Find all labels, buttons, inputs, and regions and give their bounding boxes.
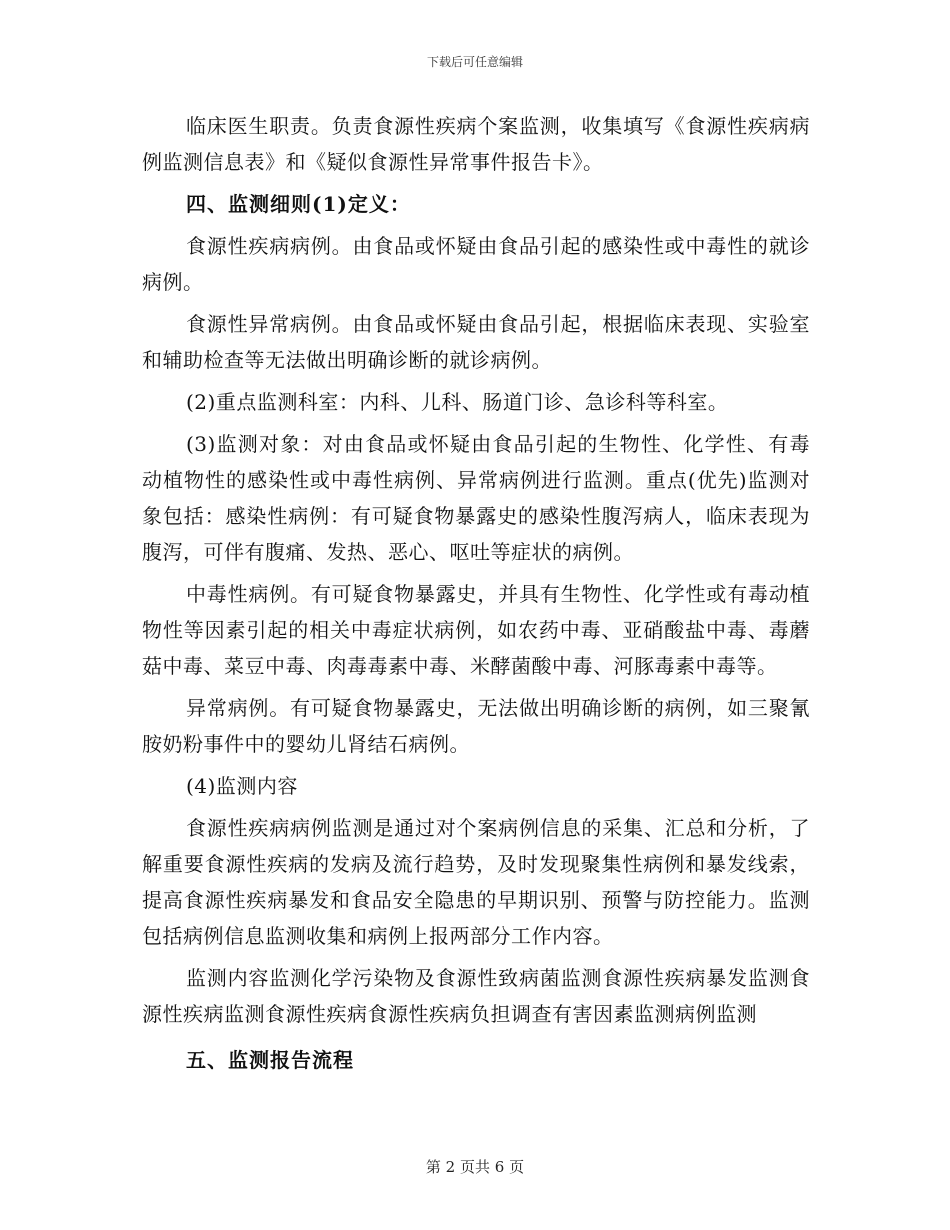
paragraph-clinician-duty: 临床医生职责。负责食源性疾病个案监测，收集填写《食源性疾病病例监测信息表》和《疑似食源性异常事件报告卡》。 <box>142 114 810 174</box>
page-header-note: 下载后可任意编辑 <box>426 55 523 69</box>
paragraph-monitoring-targets: (3)监测对象：对由食品或怀疑由食品引起的生物性、化学性、有毒动植物性的感染性或中毒性病例、异常病例进行监测。重点(优先)监测对象包括：感染性病例：有可疑食物暴露史的感染性腹泻病人，临床表现为腹泻，可伴有腹痛、发热、恶心、呕吐等症状的病例。 <box>142 432 810 564</box>
paragraph-abnormal-definition: 食源性异常病例。由食品或怀疑由食品引起，根据临床表现、实验室和辅助检查等无法做出明确诊断的就诊病例。 <box>142 312 810 372</box>
document-body <box>142 108 810 1078</box>
paragraph-abnormal-cases: 异常病例。有可疑食物暴露史，无法做出明确诊断的病例，如三聚氰胺奶粉事件中的婴幼儿肾结石病例。 <box>142 696 810 756</box>
page-number: 第 2 页共 6 页 <box>425 1158 525 1176</box>
paragraph-monitoring-diagram-text: 监测内容监测化学污染物及食源性致病菌监测食源性疾病暴发监测食源性疾病监测食源性疾病食源性疾病负担调查有害因素监测病例监测 <box>142 966 810 1026</box>
section-heading-4: 四、监测细则(1)定义： <box>186 192 411 216</box>
paragraph-case-definition: 食源性疾病病例。由食品或怀疑由食品引起的感染性或中毒性的就诊病例。 <box>142 234 810 294</box>
paragraph-poisoning-cases: 中毒性病例。有可疑食物暴露史，并具有生物性、化学性或有毒动植物性等因素引起的相关中毒症状病例，如农药中毒、亚硝酸盐中毒、毒蘑菇中毒、菜豆中毒、肉毒毒素中毒、米酵菌酸中毒、河豚毒素中毒等。 <box>142 582 810 678</box>
paragraph-monitoring-content-label: (4)监测内容 <box>186 774 298 798</box>
paragraph-monitoring-content: 食源性疾病病例监测是通过对个案病例信息的采集、汇总和分析，了解重要食源性疾病的发病及流行趋势，及时发现聚集性病例和暴发线索，提高食源性疾病暴发和食品安全隐患的早期识别、预警与防控能力。监测包括病例信息监测收集和病例上报两部分工作内容。 <box>142 816 810 948</box>
section-heading-5: 五、监测报告流程 <box>186 1048 354 1072</box>
paragraph-key-departments: (2)重点监测科室：内科、儿科、肠道门诊、急诊科等科室。 <box>186 390 729 414</box>
